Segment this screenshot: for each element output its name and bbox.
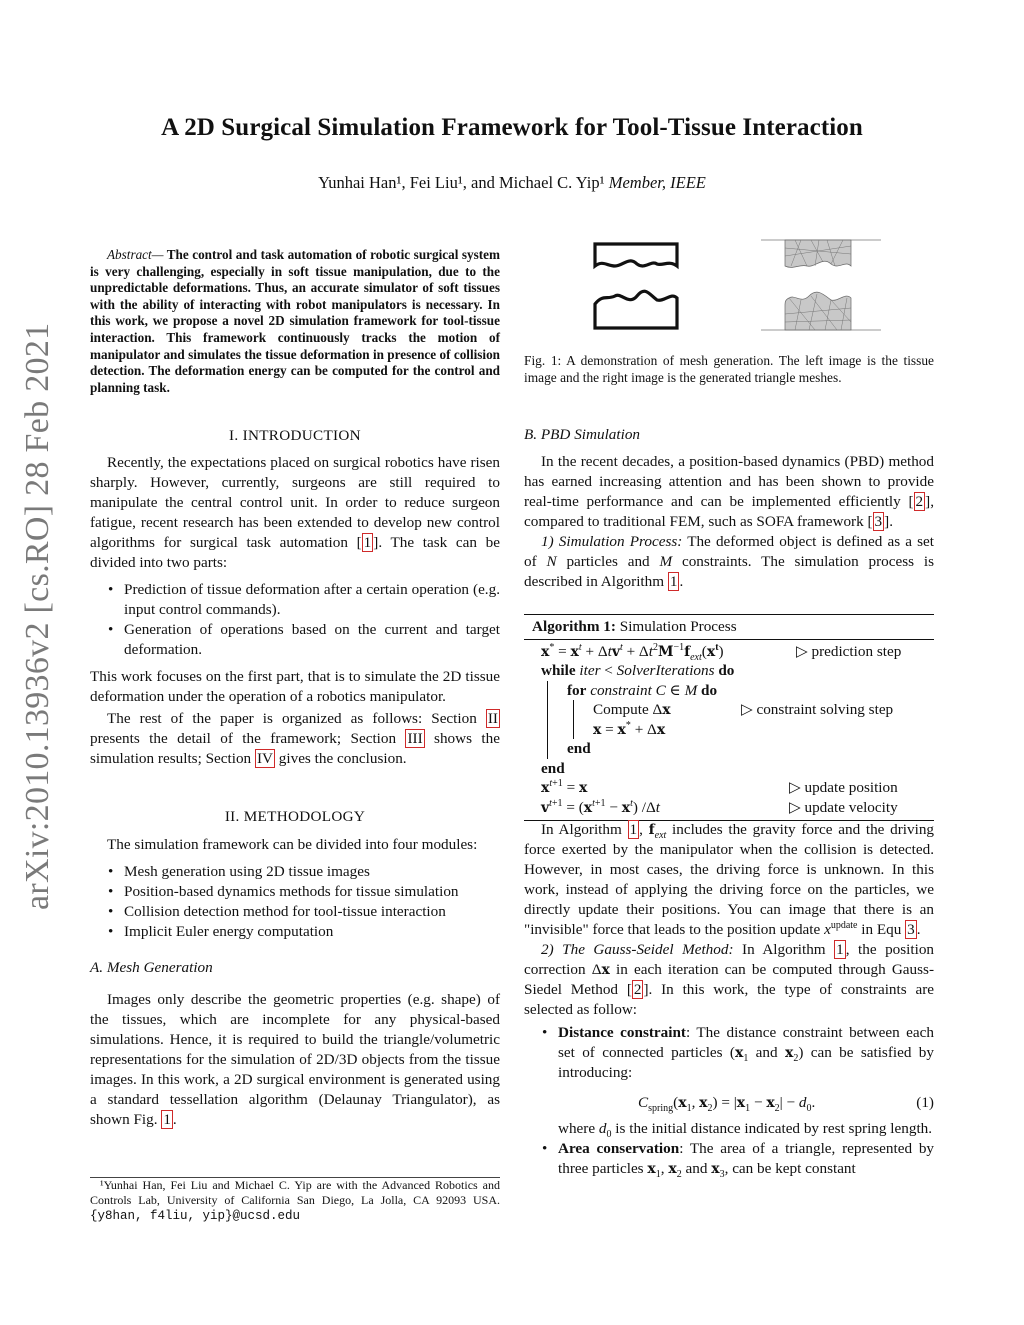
pbd-paragraph-2: 1) Simulation Process: The deformed object is defined as a set of N particles and M constraints. The simulation process is described in Algorithm 1 . — [524, 533, 934, 590]
methodology-heading: II. METHODOLOGY — [224, 808, 366, 825]
algorithm-line-end-while: end — [541, 759, 565, 777]
paper-title: A 2D Surgical Simulation Framework for Tool-Tissue Interaction — [161, 114, 863, 141]
algorithm-header: Algorithm 1: Simulation Process — [524, 615, 934, 640]
algorithm-line-for: for constraint C ∈ M do — [567, 681, 718, 699]
algorithm-line-end-for: end — [567, 740, 591, 757]
intro-heading: I. INTRODUCTION — [229, 427, 361, 444]
algorithm-line-correction: x = x* + Δx — [593, 719, 666, 738]
algorithm-line-while: while iter < SolverIterations do — [541, 662, 735, 679]
list-item: • Area conservation: The area of a triangle, represented by three particles $x_1$, $x_2$ and $x_3$, can be kept constant — [524, 1139, 934, 1179]
author-line — [0, 173, 1024, 193]
figure-1-caption: Fig. 1: A demonstration of mesh generation. The left image is the tissue image and the right image is the generated triangle meshes. — [524, 353, 934, 385]
list-item: • Collision detection method for tool-tissue interaction — [90, 902, 500, 922]
section-link[interactable]: IV — [256, 750, 273, 767]
list-item: • Distance constraint: The distance constraint between each set of connected particles ($x_1$ and $x_2$) can be satisfied by introducing: $C_{spring}(x_1$, $x_2) = |x_1 - x_2| - d_0$. (1) where $d_0$ is the initial distance indicated by rest spring length. — [524, 1023, 934, 1139]
algorithm-explanation-paragraph: In Algorithm 1 , $f_{ext}$ includes the gravity force and the driving force exerted by the manipulator when the collision is detected. However, in most cases, the driving force is unknown. In this work, instead of applying the driving force on the particles, we directly update their positions. You can image that there is an "invisible" force that leads to the position update $x^{update}$ in Equ 3 . — [524, 821, 935, 938]
tissue-outline-top — [595, 244, 677, 266]
methodology-section — [90, 807, 500, 1130]
subsection-a-heading: A. Mesh Generation — [90, 959, 213, 976]
algorithm-link[interactable]: 1 — [669, 573, 678, 590]
abstract-label: Abstract— — [107, 247, 164, 262]
triangle-mesh-bottom — [761, 292, 881, 330]
algorithm-1-box — [524, 614, 934, 821]
abstract — [90, 247, 500, 396]
algorithm-line-compute: Compute Δx ▷ constraint solving step — [593, 701, 894, 718]
constraint-bullet-list — [524, 1023, 934, 1179]
mesh-generation-paragraph: Images only describe the geometric properties (e.g. shape) of the tissues, which are incomplete for any physical-based simulations. Hence, it is required to build the triangle/volumetric representations for the simulation of 2D/3D objects from the tissue images. In this work, a 2D surgical environment is generated using a standard tessellation algorithm (Delaunay Triangulator), as shown Fig. 1 . — [90, 991, 500, 1128]
author-names: Yunhai Han¹, Fei Liu¹, and Michael C. Yip¹ — [318, 173, 605, 192]
figure-1-image — [585, 236, 890, 336]
abstract-text: The control and task automation of robotic surgical system is very challenging, especially in soft tissue manipulation, due to the unpredictable deformations. Thus, an accurate simulator of soft tissues with the ability of interacting with robot manipulators is necessary. In this work, we propose a novel 2D simulation framework for tool-tissue interaction. This framework continuously tracks the motion of manipulator and simulates the tissue deformation in presence of collision detection. The deformation energy can be computed for the control and planning task. — [90, 247, 500, 395]
post-algorithm-text — [524, 820, 934, 1179]
intro-paragraph-2: This work focuses on the first part, that is to simulate the 2D tissue deformation under the operation of a robotics manipulator. — [90, 668, 500, 705]
gauss-seidel-paragraph: 2) The Gauss-Seidel Method: In Algorithm 1 , the position correction Δx in each iteration can be computed through Gauss-Siedel Method [ 2 ]. In this work, the type of constraints are selected as follow: — [524, 941, 935, 1018]
methodology-bullet-list — [90, 862, 500, 942]
algorithm-line-prediction: $x^* = x^t + \Delta tv^t + \Delta t^2M^{-1}f_{ext}(x^t)$ ▷ prediction step — [541, 641, 902, 663]
algorithm-link[interactable]: 1 — [836, 941, 844, 958]
list-item: • Position-based dynamics methods for tissue simulation — [90, 882, 500, 902]
tissue-outline-bottom — [595, 291, 677, 328]
triangle-mesh-top — [761, 240, 881, 267]
intro-bullet-list — [90, 580, 500, 660]
intro-section — [90, 426, 500, 769]
figure-link[interactable]: 1 — [163, 1111, 171, 1128]
citation-link[interactable]: 1 — [363, 534, 372, 551]
equation-1: $C_{spring}(x_1$, $x_2) = |x_1 - x_2| - d_0$. (1) — [638, 1094, 934, 1115]
footnote: ¹Yunhai Han, Fei Liu and Michael C. Yip are with the Advanced Robotics and Controls Lab, University of California San Diego, La Jolla, CA 92093 USA. {y8han, f4liu, yip}@ucsd.edu — [90, 1178, 500, 1223]
section-link[interactable]: II — [487, 710, 498, 727]
citation-link[interactable]: 2 — [633, 981, 642, 998]
algorithm-line-update-position: $x^{t+1} = x$ ▷ update position — [541, 777, 898, 796]
intro-paragraph-1: Recently, the expectations placed on surgical robotics have risen sharply. However, currently, surgeons are still required to manipulate the central control unit. In order to reduce surgeon fatigue, recent research has been extended to develop new control algorithms for surgical task automation [ 1 ]. The task can be divided into two parts: — [90, 454, 500, 571]
equation-link[interactable]: 3 — [907, 921, 915, 938]
pbd-section — [524, 425, 934, 592]
section-link[interactable]: III — [407, 730, 423, 747]
algorithm-line-update-velocity: $v^{t+1} = (x^{t+1} - x^t)$ /Δt ▷ update velocity — [541, 797, 898, 816]
arxiv-stamp: arXiv:2010.13936v2 [cs.RO] 28 Feb 2021 — [19, 322, 56, 910]
intro-paragraph-3: The rest of the paper is organized as follows: Section II presents the detail of the framework; Section III shows the simulation results; Section IV gives the conclusion. — [90, 710, 500, 767]
methodology-paragraph: The simulation framework can be divided into four modules: — [107, 836, 478, 853]
footnote-email: {y8han, f4liu, yip}@ucsd.edu — [90, 1209, 301, 1223]
algorithm-link[interactable]: 1 — [629, 821, 638, 838]
equation-number: (1) — [916, 1094, 934, 1111]
citation-link[interactable]: 3 — [874, 513, 883, 530]
subsection-b-heading: B. PBD Simulation — [524, 426, 641, 443]
list-item: • Mesh generation using 2D tissue images — [90, 862, 500, 882]
citation-link[interactable]: 2 — [915, 493, 924, 510]
list-item: • Implicit Euler energy computation — [90, 922, 500, 942]
list-item: • Prediction of tissue deformation after a certain operation (e.g. input control commands). — [90, 580, 500, 620]
pbd-paragraph-1: In the recent decades, a position-based dynamics (PBD) method has earned increasing attention and has been shown to provide real-time performance and can be implemented efficiently [ 2 ], compared to traditional FEM, such as SOFA framework [ 3 ]. — [524, 453, 934, 530]
author-affiliation-tag: Member, IEEE — [608, 173, 706, 192]
list-item: • Generation of operations based on the current and target deformation. — [90, 620, 500, 660]
